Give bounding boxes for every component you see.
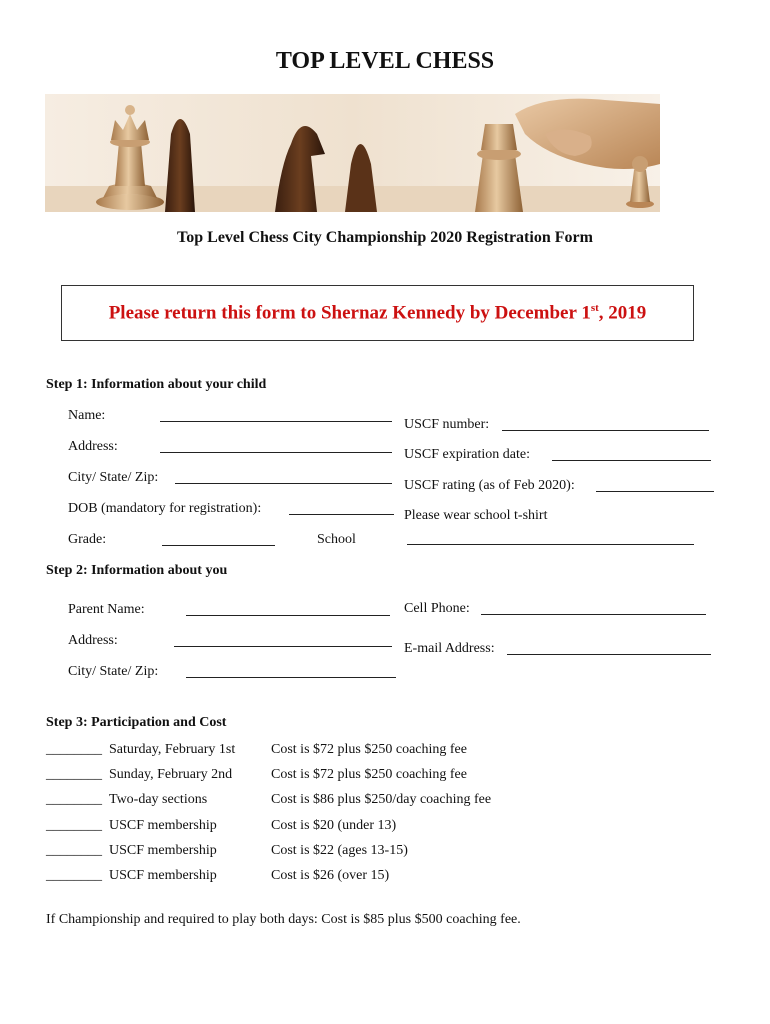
tshirt-note: Please wear school t-shirt <box>404 508 548 523</box>
participation-cost: Cost is $26 (over 15) <box>271 868 390 883</box>
grade-field[interactable] <box>162 545 275 546</box>
step1-heading: Step 1: Information about your child <box>46 377 267 392</box>
uscf-number-field[interactable] <box>502 430 709 431</box>
participation-option: Two-day sections <box>109 792 208 807</box>
form-subtitle: Top Level Chess City Championship 2020 Registration Form <box>177 229 593 246</box>
participation-cost: Cost is $86 plus $250/day coaching fee <box>271 792 492 807</box>
deadline-notice-box <box>61 285 694 341</box>
step3-heading: Step 3: Participation and Cost <box>46 715 227 730</box>
child-name-label: Name: <box>68 408 106 423</box>
participation-checkbox-blank[interactable]: ________ <box>46 792 102 807</box>
participation-cost: Cost is $72 plus $250 coaching fee <box>271 742 467 757</box>
participation-option: USCF membership <box>109 843 217 858</box>
participation-checkbox-blank[interactable]: ________ <box>46 767 102 782</box>
grade-label: Grade: <box>68 532 107 547</box>
email-label: E-mail Address: <box>404 641 495 656</box>
cell-phone-field[interactable] <box>481 614 706 615</box>
participation-option: USCF membership <box>109 818 217 833</box>
participation-option: Sunday, February 2nd <box>109 767 233 782</box>
cell-phone-label: Cell Phone: <box>404 601 470 616</box>
parent-name-field[interactable] <box>186 615 390 616</box>
uscf-number-label: USCF number: <box>404 417 490 432</box>
participation-checkbox-blank[interactable]: ________ <box>46 843 102 858</box>
participation-checkbox-blank[interactable]: ________ <box>46 742 102 757</box>
child-name-field[interactable] <box>160 421 392 422</box>
child-address-field[interactable] <box>160 452 392 453</box>
parent-address-field[interactable] <box>174 646 392 647</box>
uscf-rating-label: USCF rating (as of Feb 2020): <box>404 478 575 493</box>
uscf-expiration-field[interactable] <box>552 460 711 461</box>
parent-city-field[interactable] <box>186 677 396 678</box>
participation-cost: Cost is $20 (under 13) <box>271 818 397 833</box>
uscf-rating-field[interactable] <box>596 491 714 492</box>
participation-cost: Cost is $72 plus $250 coaching fee <box>271 767 467 782</box>
chess-banner-image <box>45 94 660 212</box>
parent-address-label: Address: <box>68 633 118 648</box>
child-city-field[interactable] <box>175 483 392 484</box>
step2-heading: Step 2: Information about you <box>46 563 228 578</box>
school-field[interactable] <box>407 544 694 545</box>
deadline-notice: Please return this form to Shernaz Kennedy by December 1st, 2019 <box>108 302 647 324</box>
dob-label: DOB (mandatory for registration): <box>68 501 262 516</box>
participation-option: Saturday, February 1st <box>109 742 236 757</box>
participation-option: USCF membership <box>109 868 217 883</box>
page-title: TOP LEVEL CHESS <box>275 48 495 74</box>
participation-checkbox-blank[interactable]: ________ <box>46 818 102 833</box>
email-field[interactable] <box>507 654 711 655</box>
school-label: School <box>317 532 356 547</box>
championship-cost-note: If Championship and required to play both days: Cost is $85 plus $500 coaching fee. <box>46 912 521 927</box>
child-address-label: Address: <box>68 439 118 454</box>
parent-name-label: Parent Name: <box>68 602 145 617</box>
participation-checkbox-blank[interactable]: ________ <box>46 868 102 883</box>
participation-cost: Cost is $22 (ages 13-15) <box>271 843 408 858</box>
dob-field[interactable] <box>289 514 394 515</box>
child-city-label: City/ State/ Zip: <box>68 470 159 485</box>
parent-city-label: City/ State/ Zip: <box>68 664 159 679</box>
uscf-expiration-label: USCF expiration date: <box>404 447 530 462</box>
